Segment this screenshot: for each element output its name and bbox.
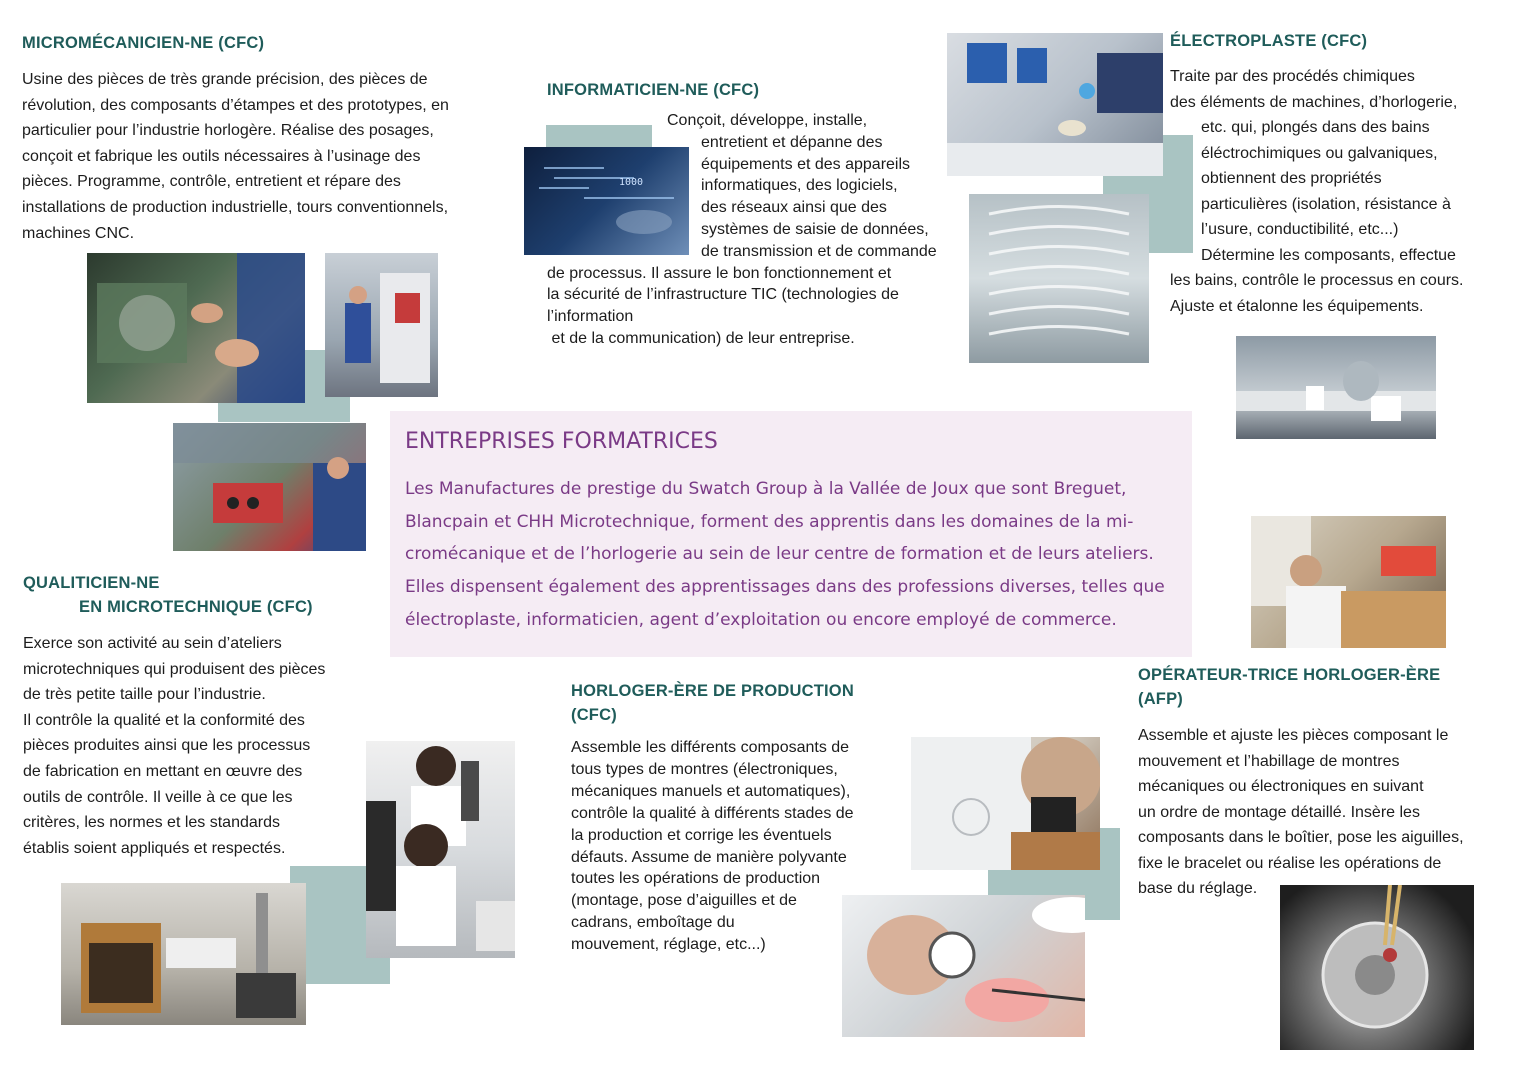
qualiticien-title-line1: QUALITICIEN-NE	[23, 574, 160, 592]
horloger-production-title-line2: (CFC)	[571, 706, 617, 724]
photo-microscope-inspection	[366, 741, 515, 958]
photo-workshop-tools	[173, 423, 366, 551]
entreprises-formatrices-box	[390, 411, 1192, 657]
center-description: Les Manufactures de prestige du Swatch Group à la Vallée de Joux que sont Breguet, Blancpain et CHH Microtechnique, forment des apprentis dans les domaines de la mi- cromécanique et de l’horlogerie au sein de leur centre de formation et de leurs ateliers. Elles dispensent également des apprentissages dans des professions diverses, telles que électroplaste, informaticien, agent d’exploitation ou encore employé de commerce.	[405, 479, 1165, 630]
horloger-production-title-line1: HORLOGER-ÈRE DE PRODUCTION	[571, 682, 854, 700]
photo-watch-movement	[1280, 885, 1474, 1050]
electroplaste-title: ÉLECTROPLASTE (CFC)	[1170, 32, 1368, 50]
photo-electroplating-lab	[947, 33, 1163, 176]
electroplaste-description: Traite par des procédés chimiques des éléments de machines, d’horlogerie, etc. qui, plongés dans des bains éléctrochimiques ou galvaniques, obtiennent des propriétés particulières (isolation, résistance à l’usure, conductibilité, etc...) Détermine les composants, effectue les bains, contrôle le processus en cours. Ajuste et étalonne les équipements.	[1170, 68, 1464, 315]
center-title: ENTREPRISES FORMATRICES	[405, 429, 718, 454]
qualiticien-description: Exerce son activité au sein d’ateliers microtechniques qui produisent des pièces de très petite taille pour l’industrie. Il contrôle la qualité et la conformité des pièces produites ainsi que les processus de fabrication en mettant en œuvre des outils de contrôle. Il veille à ce que les critères, les normes et les standards établis soient appliqués et respectés.	[23, 635, 326, 857]
micromecanicien-description: Usine des pièces de très grande précision, des pièces de révolution, des composants d’étampes et des prototypes, en particulier pour l’industrie horlogère. Réalise des posages, conçoit et fabrique les outils nécessaires à l’usinage des pièces. Programme, contrôle, entretient et répare des installations de production industrielle, tours conventionnels, machines CNC.	[22, 71, 449, 242]
micromecanicien-title: MICROMÉCANICIEN-NE (CFC)	[22, 34, 265, 52]
informaticien-description: Conçoit, développe, installe, entretient et dépanne des équipements et des appareils informatiques, des logiciels, des réseaux ainsi que des systèmes de saisie de données, de transmission et de commande de processus. Il assure le bon fonctionnement et la sécurité de l’infrastructure TIC (technologies de l’information et de la communication) de leur entreprise.	[547, 112, 937, 347]
operateur-title-line1: OPÉRATEUR-TRICE HORLOGER-ÈRE	[1138, 666, 1441, 684]
photo-worker-cnc	[325, 253, 438, 397]
qualiticien-title-line2: EN MICROTECHNIQUE (CFC)	[79, 598, 313, 616]
informaticien-title: INFORMATICIEN-NE (CFC)	[547, 81, 760, 99]
photo-watchmaker-loupe	[911, 737, 1100, 870]
photo-measuring-instruments	[61, 883, 306, 1025]
photo-watchmaker-bench	[1251, 516, 1446, 648]
operateur-description: Assemble et ajuste les pièces composant le mouvement et l’habillage de montres mécaniques ou électroniques en suivant un ordre de montage détaillé. Insère les composants dans le boîtier, pose les aiguilles, fixe le bracelet ou réalise les opérations de base du réglage.	[1138, 727, 1464, 897]
photo-plating-rack	[969, 194, 1149, 363]
operateur-title-line2: (AFP)	[1138, 690, 1183, 708]
horloger-production-description: Assemble les différents composants de tous types de montres (électroniques, mécaniques manuels et automatiques), contrôle la qualité à différents stades de la production et corrige les éventuels défauts. Assume de manière polyvante toutes les opérations de production (montage, pose d’aiguilles et de cadrans, emboîtage du mouvement, réglage, etc...)	[571, 739, 854, 954]
photo-screen-code: 1000	[619, 177, 644, 188]
photo-watch-assembly	[842, 895, 1085, 1037]
photo-lathe-machining	[87, 253, 305, 403]
photo-plating-line	[1236, 336, 1436, 439]
